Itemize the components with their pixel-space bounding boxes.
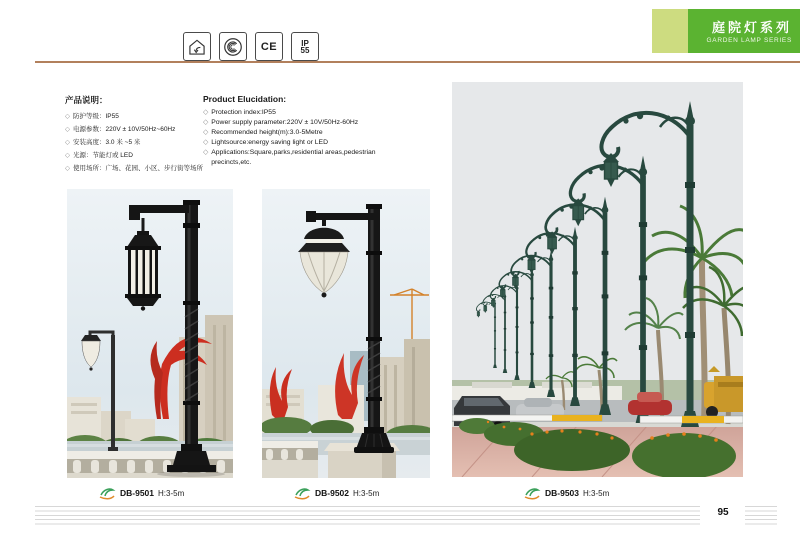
diamond-bullet: ◇ [65,113,70,120]
photo-db-9503 [452,82,743,477]
ip-rating: 55 [300,45,310,55]
certification-icons [183,32,319,61]
spec-en-item: ◇ Protection index:IP55 [203,109,276,116]
ccc-mark-icon [219,32,247,61]
spec-en-title: Product Elucidation: [203,94,287,104]
ce-mark-icon [255,32,283,61]
diamond-bullet: ◇ [65,126,70,133]
water-highlight [262,437,430,440]
db-9502-scene [262,189,430,478]
spec-cn-item: ◇ 使用场所：广场、花园、小区、步行街等场所 [65,162,215,175]
footer-lines [35,506,700,528]
spec-en-item: ◇ Power supply parameter:220V ± 10V/50Hz-60Hz [203,119,359,126]
spec-en-item: ◇ Recommended height(m):3.0-5Metre [203,129,323,136]
brand-logo [98,487,116,500]
photo-db-9501 [67,189,233,478]
model-number: DB-9503 [545,488,580,498]
spec-cn-title: 产品说明： [65,95,108,105]
brand-logo [523,487,541,500]
product-label-db-9502 [293,486,379,500]
db-9501-scene [67,189,233,478]
diamond-bullet: ◇ [203,129,209,136]
spec-en-item: ◇ Lightsource:energy saving light or LED [203,139,328,146]
model-number: DB-9502 [315,488,350,498]
ccc-icon [222,36,244,58]
diamond-bullet: ◇ [203,149,209,156]
mounting-height: H:3-5m [353,488,380,498]
diamond-bullet: ◇ [203,139,209,146]
product-spec-cn [65,94,215,175]
house-arrow-icon [187,37,207,57]
hanging-lantern [125,231,161,311]
db-9503-scene [452,82,743,477]
diamond-bullet: ◇ [65,152,70,159]
home-safety-icon [183,32,211,61]
water-highlight [67,444,233,447]
brand-logo [293,487,311,500]
ce-label: CE [260,40,278,53]
mounting-height: H:3-5m [158,488,185,498]
lamp-arm [308,213,380,220]
product-spec-en [203,94,399,168]
diamond-bullet: ◇ [203,109,209,116]
product-label-db-9501 [98,486,184,500]
header-rule [35,61,800,63]
series-title-cn: 庭院灯系列 [711,20,792,35]
spec-cn-item: ◇ 电源参数：220V ± 10V/50Hz~60Hz [65,123,215,136]
footer-lines-right [745,506,777,528]
spec-cn-item: ◇ 防护等级：IP55 [65,110,215,123]
ip-label: IP [301,38,309,48]
spec-cn-list [65,110,215,175]
photo-db-9502 [262,189,430,478]
diamond-bullet: ◇ [65,139,70,146]
model-number: DB-9501 [120,488,155,498]
series-title-en: GARDEN LAMP SERIES [706,37,792,44]
diamond-bullet: ◇ [203,119,209,126]
spec-en-list [203,108,399,168]
spec-cn-item: ◇ 光源：节能灯或 LED [65,149,215,162]
diamond-bullet: ◇ [65,165,70,172]
spec-cn-item: ◇ 安装高度：3.0 米 ~5 米 [65,136,215,149]
mounting-height: H:3-5m [583,488,610,498]
spec-en-item: ◇ Applications:Square,parks,residential areas,pedestrian precincts,etc. [203,149,376,166]
page-number: 95 [717,507,729,518]
product-label-db-9503 [523,486,609,500]
ip55-mark-icon [291,32,319,61]
balustrade [262,441,318,478]
